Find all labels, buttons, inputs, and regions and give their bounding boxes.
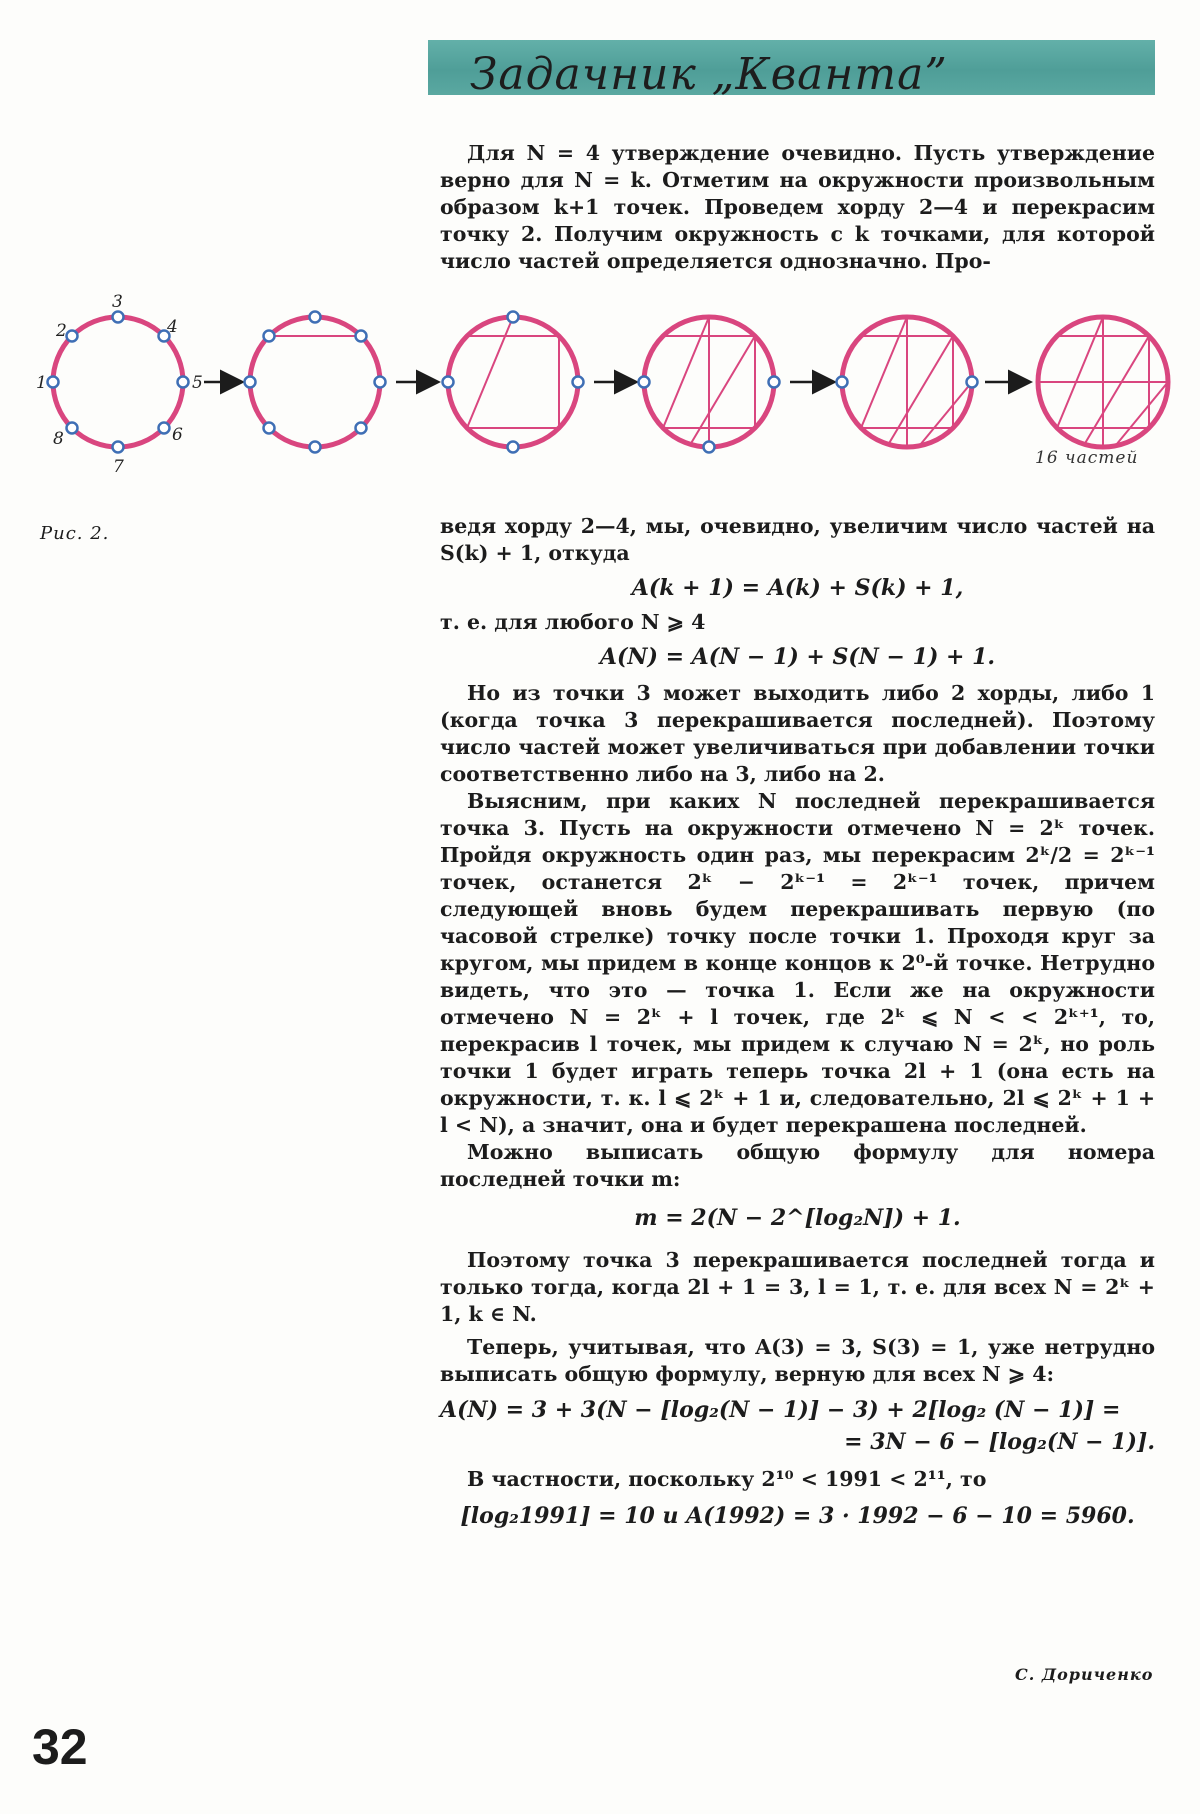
point-6 [159, 423, 170, 434]
point-7 [113, 442, 124, 453]
point-label-2: 2 [56, 321, 67, 341]
formula-1: A(k + 1) = A(k) + S(k) + 1, [631, 575, 964, 601]
paragraph-2: т. е. для любого N ⩾ 4 [440, 610, 706, 634]
paragraph-7: Теперь, учитывая, что A(3) = 3, S(3) = 1, уже нетрудно выписать общую формулу, верную для всех N ⩾ 4: [440, 1335, 1155, 1386]
paragraph-3: Но из точки 3 может выходить либо 2 хорды, либо 1 (когда точка 3 перекрашивается последней). Поэтому число частей может увеличиваться при добавлении точки соответственно либо на 3, либо на 2. [440, 681, 1155, 786]
circle-3 [443, 312, 584, 453]
formula-4b: = 3N − 6 − [log₂(N − 1)]. [844, 1429, 1155, 1455]
point-label-4: 4 [167, 317, 178, 337]
paragraph-1: ведя хорду 2—4, мы, очевидно, увеличим число частей на S(k) + 1, откуда [440, 514, 1155, 565]
intro-paragraph: Для N = 4 утверждение очевидно. Пусть утверждение верно для N = k. Отметим на окружности произвольным образом k+1 точек. Проведем хорду 2—4 и перекрасим точку 2. Получим окружность с k точками, для которой число частей определяется однозначно. Про- [440, 141, 1155, 273]
point-label-3: 3 [112, 292, 123, 312]
point-label-7: 7 [113, 457, 124, 477]
formula-3: m = 2(N − 2^[log₂N]) + 1. [634, 1205, 961, 1231]
point-3 [113, 312, 124, 323]
paragraph-5: Можно выписать общую формулу для номера последней точки m: [440, 1140, 1155, 1191]
point-label-6: 6 [172, 425, 183, 445]
page-number: 32 [32, 1719, 88, 1775]
formula-2: A(N) = A(N − 1) + S(N − 1) + 1. [599, 644, 996, 670]
paragraph-6: Поэтому точка 3 перекрашивается последней тогда и только тогда, когда 2l + 1 = 3, l = 1, т. е. для всех N = 2ᵏ + 1, k ∈ N. [440, 1248, 1155, 1326]
author-signature: С. Дориченко [1015, 1665, 1154, 1684]
paragraph-4: Выясним, при каких N последней перекрашивается точка 3. Пусть на окружности отмечено N = 2ᵏ точек. Пройдя окружность один раз, мы перекрасим 2ᵏ/2 = 2ᵏ⁻¹ точек, останется 2ᵏ − 2ᵏ⁻¹ = 2ᵏ⁻¹ точек, причем следующей вновь будем перекрашивать первую (по часовой стрелке) точку после точки 1. Проходя круг за кругом, мы придем в конце концов к 2⁰-й точке. Нетрудно видеть, что это — точка 1. Если же на окружности отмечено N = 2ᵏ + l точек, где 2ᵏ ⩽ N < < 2ᵏ⁺¹, то, перекрасив l точек, мы придем к случаю N = 2ᵏ, но роль точки 1 будет играть теперь точка 2l + 1 (она есть на окружности, т. к. l ⩽ 2ᵏ + 1 и, следовательно, 2l ⩽ 2ᵏ + 1 + l < N), а значит, она и будет перекрашена последней. [440, 789, 1155, 1137]
point-8 [67, 423, 78, 434]
formula-4a: A(N) = 3 + 3(N − [log₂(N − 1)] − 3) + 2[log₂ (N − 1)] = [440, 1397, 1121, 1423]
header-title: Задачник „Кванта” [470, 49, 948, 100]
point-1 [48, 377, 59, 388]
parts-count-label: 16 частей [1035, 448, 1139, 468]
point-label-8: 8 [53, 429, 64, 449]
point-2 [67, 331, 78, 342]
main-column [440, 513, 1155, 1537]
intro-column [440, 140, 1155, 275]
figure-caption: Рис. 2. [40, 523, 110, 544]
formula-5: [log₂1991] = 10 и A(1992) = 3 · 1992 − 6 − 10 = 5960. [460, 1503, 1135, 1529]
circle-1 [36, 292, 203, 477]
circle-5 [837, 317, 978, 447]
point-label-5: 5 [192, 373, 203, 393]
circle-6 [1038, 317, 1168, 447]
paragraph-8: В частности, поскольку 2¹⁰ < 1991 < 2¹¹, то [467, 1467, 987, 1491]
circle-2 [245, 312, 386, 453]
point-5 [178, 377, 189, 388]
circle-sequence-figure [0, 280, 1200, 490]
point-label-1: 1 [36, 373, 47, 393]
circle-4 [639, 317, 780, 453]
